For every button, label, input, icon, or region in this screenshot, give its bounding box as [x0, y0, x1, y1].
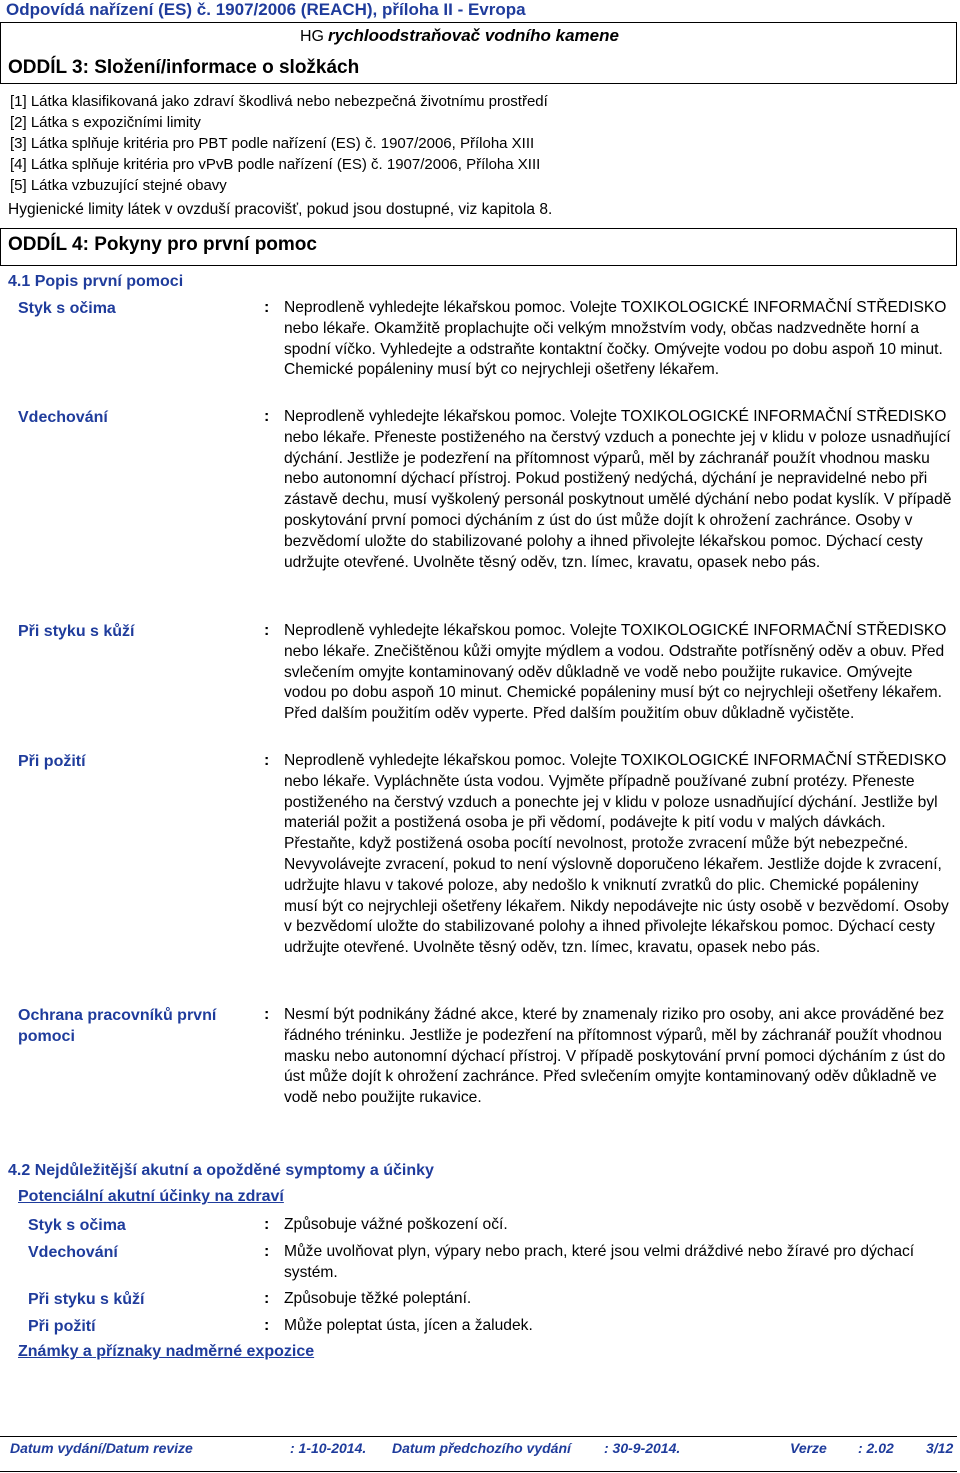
first-aid-text-eyes: Neprodleně vyhledejte lékařskou pomoc. Volejte TOXIKOLOGICKÉ INFORMAČNÍ STŘEDISKO nebo lékaře. Okamžitě proplachujte oči velkým množstvím vody, občas nadzvedněte horní a spodní víčko. Vyhledejte a odstraňte kontaktní čočky. Omývejte vodou po dobu aspoň 10 minut. Chemické popáleniny musí být co nejrychleji ošetřeny lékařem. [284, 299, 947, 379]
colon: : [264, 1006, 270, 1023]
product-name [300, 26, 619, 46]
colon: : [264, 408, 270, 425]
acute-label-eyes: Styk s očima [28, 1217, 126, 1234]
acute-text-skin: Způsobuje těžké poleptání. [284, 1290, 472, 1307]
acute-text-inhalation: Může uvolňovat plyn, výpary nebo prach, které jsou velmi dráždivé nebo žíravé pro dýchací systém. [284, 1243, 915, 1281]
footer-issue-label: Datum vydání/Datum revize [10, 1440, 193, 1456]
acute-label-skin: Při styku s kůží [28, 1291, 145, 1308]
subsection-4-1: 4.1 Popis první pomoci [8, 273, 184, 290]
colon: : [264, 1317, 270, 1334]
colon: : [264, 1216, 270, 1233]
first-aid-text-inhalation: Neprodleně vyhledejte lékařskou pomoc. Volejte TOXIKOLOGICKÉ INFORMAČNÍ STŘEDISKO nebo lékaře. Přeneste postiženého na čerstvý vzduch a ponechte jej v klidu v poloze usnadňující dýchání. Jestliže je podezření na přítomnost výparů, měl by záchranář použít vhodnou masku nebo autonomní dýchací přístroj. Pokud postižený nedýchá, dýchání je nepravidelné nebo při zástavě dechu, musí vyškolený personál poskytnout umělé dýchání nebo podat kyslík. V případě poskytování první pomoci dýcháním z úst do úst může dojít k ohrožení zachránce. Osoby v bezvědomí uložte do stabilizované polohy a ihned přivolejte lékařskou pomoc. Dýchací cesty udržujte otevřené. Uvolněte těsný oděv, tzn. límec, kravatu, opasek nebo pás. [284, 408, 952, 571]
colon: : [264, 1243, 270, 1260]
footer-issue-value: : 1-10-2014. [290, 1440, 367, 1456]
acute-text-ingestion: Může poleptat ústa, jícen a žaludek. [284, 1317, 533, 1334]
note-4: [4] Látka splňuje kritéria pro vPvB podle nařízení (ES) č. 1907/2006, Příloha XIII [10, 156, 541, 173]
first-aid-text-ingestion: Neprodleně vyhledejte lékařskou pomoc. Volejte TOXIKOLOGICKÉ INFORMAČNÍ STŘEDISKO nebo lékaře. Vypláchněte ústa vodou. Vyjměte případně používané zubní protézy. Přeneste postiženého na čerstvý vzduch a ponechte jej v klidu v poloze usnadňující dýchání. Jestliže byl materiál požit a postižená osoba je při vědomí, podávejte k pití vodu v malých dávkách. Přestaňte, když postižená osoba pocítí nevolnost, protože zvracení může být nebezpečné. Nevyvolávejte zvracení, pokud to není výslovně doporučeno lékařem. Jestliže dojde k zvracení, udržujte hlavu v takové poloze, aby nedošlo k vniknutí zvratků do plic. Chemické popáleniny musí být co nejrychleji ošetřeny lékařem. Nikdy nepodávejte nic ústy osobě v bezvědomí. Osoby v bezvědomí uložte do stabilizované polohy a ihned přivolejte lékařskou pomoc. Dýchací cesty udržujte otevřené. Uvolněte těsný oděv, tzn. límec, kravatu, opasek nebo pás. [284, 752, 949, 957]
first-aid-label-skin: Při styku s kůží [18, 623, 135, 640]
note-5: [5] Látka vzbuzující stejné obavy [10, 177, 227, 194]
regulation-header: Odpovídá nařízení (ES) č. 1907/2006 (REACH), příloha II - Evropa [6, 0, 526, 19]
first-aid-label-eyes: Styk s očima [18, 300, 116, 317]
acute-label-inhalation: Vdechování [28, 1244, 118, 1261]
subsection-4-2: 4.2 Nejdůležitější akutní a opožděné symptomy a účinky [8, 1162, 434, 1179]
colon: : [264, 299, 270, 316]
first-aid-text-responders: Nesmí být podnikány žádné akce, které by znamenaly riziko pro osoby, ani akce prováděné bez řádného tréninku. Jestliže je podezření na přítomnost výparů, měl by záchranář použít vhodnou masku nebo autonomní dýchací přístroj. V případě poskytování první pomoci dýcháním z úst do úst může dojít k ohrožení zachránce. Před svlečením omyjte kontaminovaný oděv důkladně ve vodě nebo použijte rukavice. [284, 1006, 946, 1107]
footer-version-label: Verze [790, 1440, 827, 1456]
acute-label-ingestion: Při požití [28, 1318, 96, 1335]
note-3: [3] Látka splňuje kritéria pro PBT podle nařízení (ES) č. 1907/2006, Příloha XIII [10, 135, 535, 152]
footer-previous-value: : 30-9-2014. [604, 1440, 681, 1456]
first-aid-label-inhalation: Vdechování [18, 409, 108, 426]
acute-text-eyes: Způsobuje vážné poškození očí. [284, 1216, 508, 1233]
product-title: rychloodstraňovač vodního kamene [328, 26, 619, 45]
acute-effects-title: Potenciální akutní účinky na zdraví [18, 1188, 284, 1205]
note-2: [2] Látka s expozičními limity [10, 114, 201, 131]
footer-page-number: 3/12 [926, 1440, 954, 1456]
exposure-note: Hygienické limity látek v ovzduší pracovišť, pokud jsou dostupné, viz kapitola 8. [8, 201, 553, 218]
colon: : [264, 752, 270, 769]
note-1: [1] Látka klasifikovaná jako zdraví škodlivá nebo nebezpečná životnímu prostředí [10, 93, 548, 110]
product-code: HG [300, 28, 324, 45]
first-aid-label-ingestion: Při požití [18, 753, 86, 770]
section3-title: ODDÍL 3: Složení/informace o složkách [8, 57, 360, 78]
footer-previous-label: Datum předchozího vydání [392, 1440, 571, 1456]
colon: : [264, 1290, 270, 1307]
signs-symptoms-title: Známky a příznaky nadměrné expozice [18, 1343, 315, 1360]
section4-title: ODDÍL 4: Pokyny pro první pomoc [8, 234, 317, 255]
first-aid-label-responders: Ochrana pracovníků první pomoci [18, 1007, 217, 1045]
first-aid-text-skin: Neprodleně vyhledejte lékařskou pomoc. Volejte TOXIKOLOGICKÉ INFORMAČNÍ STŘEDISKO nebo lékaře. Znečištěnou kůži omyjte mýdlem a vodou. Odstraňte potřísněný oděv a obuv. Před svlečením omyjte kontaminovaný oděv důkladně ve vodě nebo použijte rukavice. Omývejte vodou po dobu aspoň 10 minut. Chemické popáleniny musí být co nejrychleji ošetřeny lékařem. Před dalším použitím oděv vyperte. Před dalším použitím obuv důkladně vyčistěte. [284, 622, 947, 723]
colon: : [264, 622, 270, 639]
footer-version-value: : 2.02 [858, 1440, 894, 1456]
